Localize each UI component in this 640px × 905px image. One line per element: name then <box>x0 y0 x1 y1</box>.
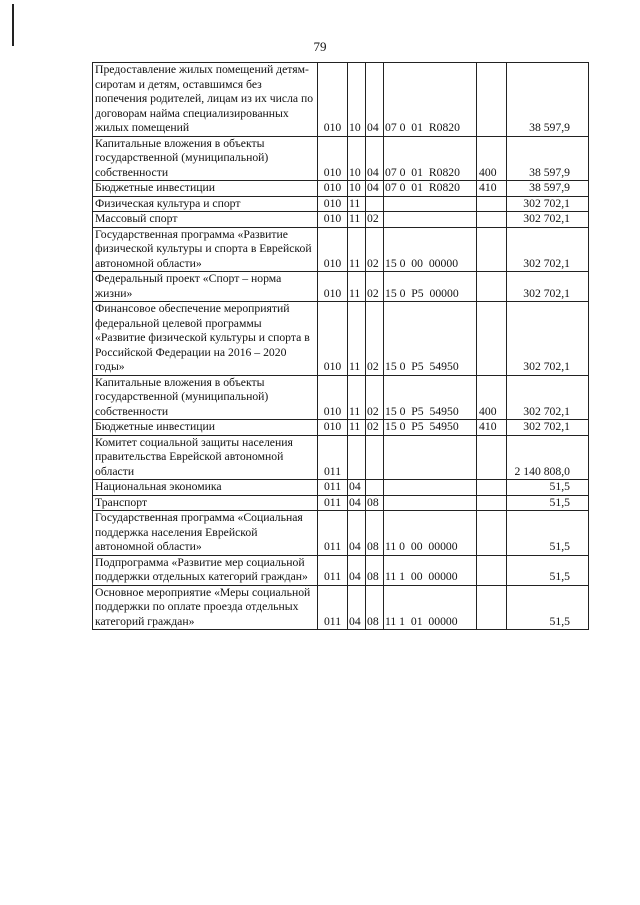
row-name: Государственная программа «Развитие физической культуры и спорта в Еврейской автономной области» <box>93 227 318 272</box>
row-target-article-code <box>384 212 477 228</box>
row-section-code: 04 <box>348 511 366 556</box>
row-subsection-code: 02 <box>366 375 384 420</box>
row-name: Капитальные вложения в объекты государственной (муниципальной) собственности <box>93 375 318 420</box>
row-section-code: 11 <box>348 227 366 272</box>
row-target-article-code: 11 1 00 00000 <box>384 555 477 585</box>
row-subsection-code: 04 <box>366 63 384 137</box>
row-amount: 2 140 808,0 <box>507 435 589 480</box>
row-amount: 38 597,9 <box>507 136 589 181</box>
row-name: Предоставление жилых помещений детям-сиротам и детям, оставшимся без попечения родителей, лицам из их числа по договорам найма специализированных жилых помещений <box>93 63 318 137</box>
row-subsection-code: 04 <box>366 181 384 197</box>
row-amount: 302 702,1 <box>507 302 589 376</box>
row-subsection-code: 02 <box>366 212 384 228</box>
row-amount: 302 702,1 <box>507 272 589 302</box>
row-name: Национальная экономика <box>93 480 318 496</box>
row-gr-code: 010 <box>318 302 348 376</box>
row-amount: 51,5 <box>507 511 589 556</box>
row-expense-type-code: 410 <box>477 181 507 197</box>
row-name: Государственная программа «Социальная поддержка населения Еврейской автономной области» <box>93 511 318 556</box>
row-amount: 51,5 <box>507 585 589 630</box>
row-target-article-code: 15 0 P5 54950 <box>384 420 477 436</box>
row-section-code: 04 <box>348 585 366 630</box>
row-amount: 302 702,1 <box>507 212 589 228</box>
row-subsection-code: 02 <box>366 420 384 436</box>
row-expense-type-code <box>477 435 507 480</box>
table-row <box>93 63 589 137</box>
row-name: Подпрограмма «Развитие мер социальной поддержки отдельных категорий граждан» <box>93 555 318 585</box>
row-expense-type-code: 400 <box>477 136 507 181</box>
row-name: Массовый спорт <box>93 212 318 228</box>
row-expense-type-code <box>477 585 507 630</box>
row-section-code: 11 <box>348 302 366 376</box>
table-row <box>93 375 589 420</box>
row-subsection-code: 02 <box>366 227 384 272</box>
row-name: Капитальные вложения в объекты государственной (муниципальной) собственности <box>93 136 318 181</box>
row-amount: 302 702,1 <box>507 420 589 436</box>
row-gr-code: 010 <box>318 420 348 436</box>
row-expense-type-code: 410 <box>477 420 507 436</box>
row-subsection-code: 08 <box>366 555 384 585</box>
table-row <box>93 196 589 212</box>
row-expense-type-code <box>477 272 507 302</box>
row-expense-type-code <box>477 227 507 272</box>
row-name: Комитет социальной защиты населения правительства Еврейской автономной области <box>93 435 318 480</box>
row-section-code: 10 <box>348 63 366 137</box>
row-section-code: 11 <box>348 196 366 212</box>
row-target-article-code: 15 0 00 00000 <box>384 227 477 272</box>
row-gr-code: 011 <box>318 555 348 585</box>
row-gr-code: 011 <box>318 511 348 556</box>
row-subsection-code: 08 <box>366 511 384 556</box>
row-subsection-code: 02 <box>366 272 384 302</box>
row-gr-code: 011 <box>318 480 348 496</box>
row-gr-code: 011 <box>318 435 348 480</box>
row-subsection-code <box>366 196 384 212</box>
row-section-code: 11 <box>348 420 366 436</box>
row-target-article-code: 15 0 P5 00000 <box>384 272 477 302</box>
row-section-code: 10 <box>348 136 366 181</box>
row-gr-code: 011 <box>318 585 348 630</box>
table-row <box>93 136 589 181</box>
row-expense-type-code <box>477 196 507 212</box>
row-target-article-code <box>384 495 477 511</box>
row-section-code <box>348 435 366 480</box>
row-expense-type-code <box>477 555 507 585</box>
row-target-article-code: 15 0 P5 54950 <box>384 302 477 376</box>
table-row <box>93 227 589 272</box>
table-row <box>93 495 589 511</box>
row-subsection-code: 08 <box>366 495 384 511</box>
row-name: Физическая культура и спорт <box>93 196 318 212</box>
row-subsection-code: 08 <box>366 585 384 630</box>
budget-table <box>92 62 589 630</box>
row-expense-type-code <box>477 495 507 511</box>
row-expense-type-code <box>477 302 507 376</box>
row-gr-code: 011 <box>318 495 348 511</box>
row-target-article-code: 07 0 01 R0820 <box>384 181 477 197</box>
row-gr-code: 010 <box>318 63 348 137</box>
row-target-article-code: 07 0 01 R0820 <box>384 63 477 137</box>
row-amount: 38 597,9 <box>507 63 589 137</box>
row-amount: 302 702,1 <box>507 375 589 420</box>
row-section-code: 04 <box>348 480 366 496</box>
row-subsection-code <box>366 480 384 496</box>
row-subsection-code: 02 <box>366 302 384 376</box>
row-gr-code: 010 <box>318 272 348 302</box>
row-expense-type-code <box>477 480 507 496</box>
table-row <box>93 420 589 436</box>
row-amount: 302 702,1 <box>507 227 589 272</box>
row-target-article-code: 11 1 01 00000 <box>384 585 477 630</box>
row-name: Финансовое обеспечение мероприятий федеральной целевой программы «Развитие физической культуры и спорта в Российской Федерации на 2016 – 2020 годы» <box>93 302 318 376</box>
row-gr-code: 010 <box>318 375 348 420</box>
row-name: Основное мероприятие «Меры социальной поддержки по оплате проезда отдельных категорий граждан» <box>93 585 318 630</box>
row-amount: 302 702,1 <box>507 196 589 212</box>
row-target-article-code <box>384 196 477 212</box>
table-row <box>93 435 589 480</box>
row-expense-type-code: 400 <box>477 375 507 420</box>
budget-table-body <box>93 63 589 630</box>
row-gr-code: 010 <box>318 196 348 212</box>
row-gr-code: 010 <box>318 227 348 272</box>
row-section-code: 11 <box>348 272 366 302</box>
table-row <box>93 480 589 496</box>
row-name: Бюджетные инвестиции <box>93 181 318 197</box>
row-amount: 51,5 <box>507 480 589 496</box>
row-amount: 51,5 <box>507 555 589 585</box>
row-subsection-code <box>366 435 384 480</box>
row-expense-type-code <box>477 212 507 228</box>
table-row <box>93 585 589 630</box>
table-row <box>93 555 589 585</box>
page-number: 79 <box>313 39 327 54</box>
table-row <box>93 511 589 556</box>
row-name: Федеральный проект «Спорт – норма жизни» <box>93 272 318 302</box>
row-expense-type-code <box>477 63 507 137</box>
table-row <box>93 212 589 228</box>
row-gr-code: 010 <box>318 136 348 181</box>
row-name: Транспорт <box>93 495 318 511</box>
row-target-article-code: 07 0 01 R0820 <box>384 136 477 181</box>
row-target-article-code: 15 0 P5 54950 <box>384 375 477 420</box>
row-expense-type-code <box>477 511 507 556</box>
row-target-article-code <box>384 435 477 480</box>
row-name: Бюджетные инвестиции <box>93 420 318 436</box>
table-row <box>93 181 589 197</box>
table-row <box>93 302 589 376</box>
row-target-article-code <box>384 480 477 496</box>
table-row <box>93 272 589 302</box>
row-section-code: 04 <box>348 495 366 511</box>
row-amount: 51,5 <box>507 495 589 511</box>
row-gr-code: 010 <box>318 212 348 228</box>
row-section-code: 11 <box>348 375 366 420</box>
row-subsection-code: 04 <box>366 136 384 181</box>
row-section-code: 11 <box>348 212 366 228</box>
row-gr-code: 010 <box>318 181 348 197</box>
row-target-article-code: 11 0 00 00000 <box>384 511 477 556</box>
row-amount: 38 597,9 <box>507 181 589 197</box>
row-section-code: 10 <box>348 181 366 197</box>
row-section-code: 04 <box>348 555 366 585</box>
